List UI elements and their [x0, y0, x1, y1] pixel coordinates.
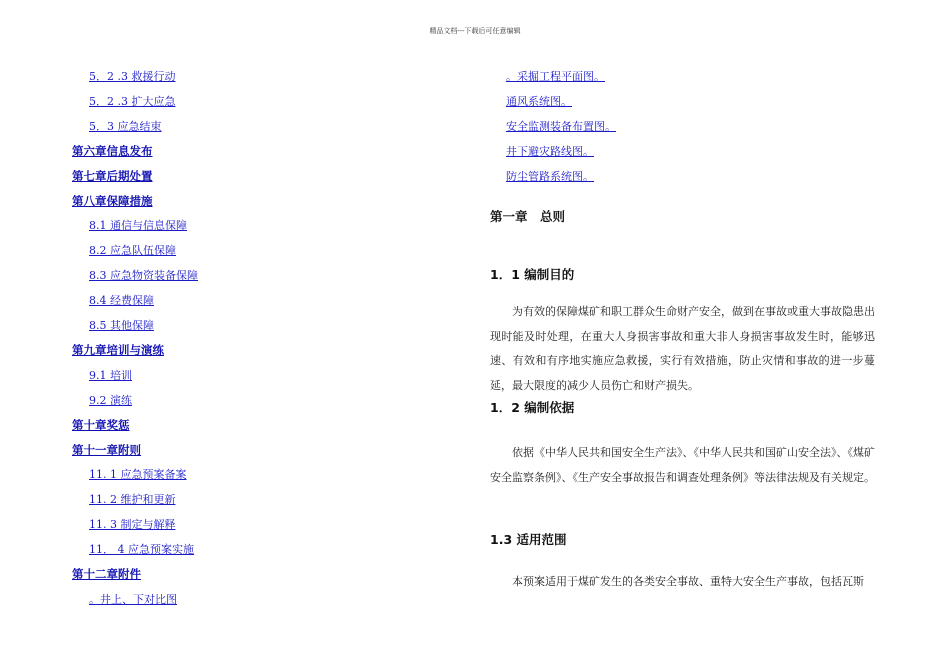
- toc-chapter-link[interactable]: 第七章后期处置: [72, 168, 153, 183]
- toc-section-link[interactable]: 。井上、下对比图: [89, 592, 177, 606]
- toc-section-link[interactable]: 8.2 应急队伍保障: [89, 244, 176, 258]
- section-1-2-body: 依据《中华人民共和国安全生产法》、《中华人民共和国矿山安全法》、《煤矿安全监察条例》、《生产安全事故报告和调查处理条例》等法律法规及有关规定。: [490, 446, 875, 484]
- toc-chapter-link[interactable]: 第十二章附件: [72, 567, 141, 581]
- toc-section-link[interactable]: 8.5 其他保障: [89, 319, 154, 332]
- toc-appendix-link[interactable]: 通风系统图。: [506, 94, 572, 108]
- toc-section-link[interactable]: 5．2 .3 扩大应急: [89, 94, 176, 108]
- toc-section-link[interactable]: 5．2 .3 救援行动: [89, 70, 176, 83]
- chapter-title: 第一章 总则: [490, 209, 566, 224]
- toc-section-link[interactable]: 11. 2 维护和更新: [89, 493, 176, 507]
- toc-section-link[interactable]: 9.2 演练: [89, 393, 132, 407]
- section-1-1-body: 为有效的保障煤矿和职工群众生命财产安全，做到在事故或重大事故隐患出现时能及时处理，在重大人身损害事故和重大非人身损害事故发生时，能够迅速、有效和有序地实施应急救援，实行有效措施，防止灾情和事故的进一步蔓延，最大限度的减少人员伤亡和财产损失。: [490, 305, 875, 392]
- section-1-2-title: 1．2 编制依据: [490, 400, 575, 415]
- toc-section-link[interactable]: 11. 3 制定与解释: [89, 518, 176, 532]
- section-1-3-title: 1.3 适用范围: [490, 532, 567, 547]
- toc-section-link[interactable]: 9.1 培训: [89, 368, 132, 382]
- toc-appendix-link[interactable]: 防尘管路系统图。: [506, 169, 594, 183]
- toc-section-link[interactable]: 8.1 通信与信息保障: [89, 219, 187, 233]
- section-1-1-title: 1．1 编制目的: [490, 267, 575, 282]
- toc-chapter-link[interactable]: 第十一章附则: [72, 442, 141, 457]
- header-note: 精品文档---下载后可任意编辑: [429, 27, 521, 35]
- toc-section-link[interactable]: 8.4 经费保障: [89, 294, 154, 308]
- toc-section-link[interactable]: 8.3 应急物资装备保障: [89, 269, 198, 283]
- toc-appendix-link[interactable]: 。采掘工程平面图。: [506, 70, 605, 83]
- toc-section-link[interactable]: 11. 1 应急预案备案: [89, 468, 187, 482]
- toc-chapter-link[interactable]: 第九章培训与演练: [72, 342, 164, 357]
- toc-chapter-link[interactable]: 第六章信息发布: [72, 143, 153, 158]
- toc-section-link[interactable]: 5．3 应急结束: [89, 119, 162, 133]
- section-1-3-body: 本预案适用于煤矿发生的各类安全事故、重特大安全生产事故，包括瓦斯: [512, 575, 864, 588]
- toc-appendix-link[interactable]: 安全监测装备布置图。: [506, 119, 616, 133]
- toc-appendix-link[interactable]: 井下避灾路线图。: [506, 144, 594, 158]
- toc-section-link[interactable]: 11． 4 应急预案实施: [89, 543, 194, 557]
- toc-chapter-link[interactable]: 第十章奖惩: [72, 417, 130, 432]
- toc-chapter-link[interactable]: 第八章保障措施: [72, 193, 153, 208]
